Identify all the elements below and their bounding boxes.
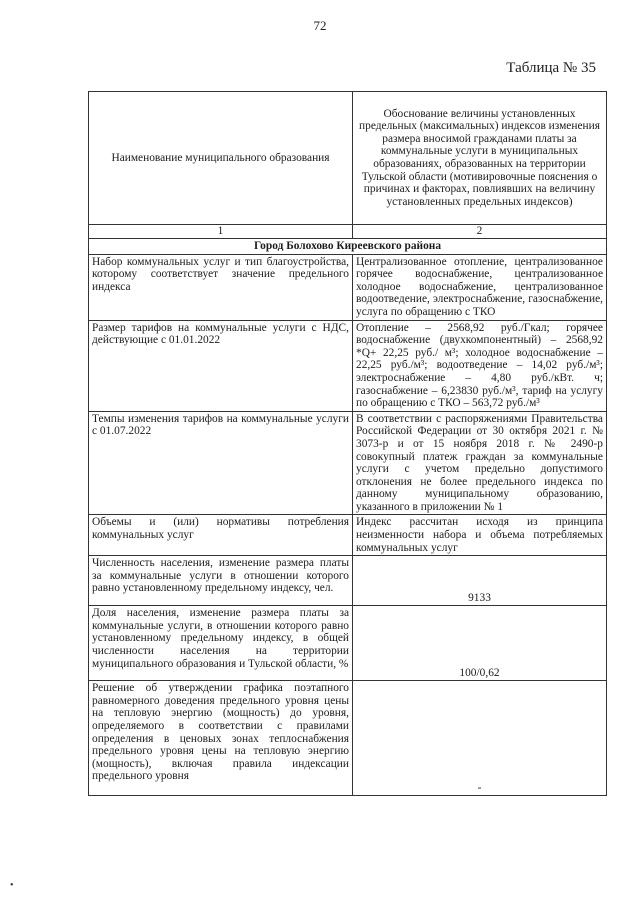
- table-row: [89, 606, 607, 681]
- row-label: Объемы и (или) нормативы потребления коммунальных услуг: [89, 515, 353, 556]
- section-row: [89, 239, 607, 255]
- justification-table: [88, 91, 607, 796]
- section-title: Город Болохово Киреевского района: [89, 239, 607, 255]
- row-value: -: [353, 681, 607, 796]
- row-value: 9133: [353, 556, 607, 606]
- table-row: [89, 411, 607, 515]
- row-value: Отопление – 2568,92 руб./Гкал; горячее водоснабжение (двухкомпонентный) – 2568,92 *Q+ 22,25 руб./ м³; холодное водоснабжение – 22,25 руб./м³; водоотведение – 14,02 руб./м³; электроснабжение – 4,80 руб./кВт. ч; газоснабжение – 6,23830 руб./м³, тариф на услугу по обращению с ТКО – 563,72 руб./м³: [353, 320, 607, 411]
- row-value: Индекс рассчитан исходя из принципа неизменности набора и объема потребляемых коммунальных услуг: [353, 515, 607, 556]
- row-label: Доля населения, изменение размера платы за коммунальные услуги, в отношении которого равно установленному предельному индексу, в общей численности населения на территории муниципального образования и Тульской области, %: [89, 606, 353, 681]
- scan-speck: •: [10, 880, 14, 891]
- row-label: Численность населения, изменение размера платы за коммунальные услуги в отношении которого равно установленному предельному индексу, чел.: [89, 556, 353, 606]
- header-justification: Обоснование величины установленных предельных (максимальных) индексов изменения размера вносимой гражданами платы за коммунальные услуги в муниципальных образованиях, образованных на территории Тульской области (мотивировочные пояснения о причинах и факторах, повлиявших на величину установленных предельных индексов): [353, 92, 607, 225]
- row-value: В соответствии с распоряжениями Правительства Российской Федерации от 30 октября 2021 г. № 3073-р и от 15 ноября 2018 г. № 2490-р совокупный платеж граждан за коммунальные услуги с учетом предельно допустимого отклонения не более предельного индекса по данному муниципальному образованию, указанного в приложении № 1: [353, 411, 607, 515]
- row-value: 100/0,62: [353, 606, 607, 681]
- table-label: Таблица № 35: [506, 60, 596, 76]
- row-label: Решение об утверждении графика поэтапного равномерного доведения предельного уровня цены на тепловую энергию (мощность) до уровня, определяемого в соответствии с правилами определения в ценовых зонах теплоснабжения предельного уровня цены на тепловую энергию (мощность), включая правила индексации предельного уровня: [89, 681, 353, 796]
- table-row: [89, 254, 607, 320]
- table-row: [89, 320, 607, 411]
- row-value: Централизованное отопление, централизованное горячее водоснабжение, централизованное холодное водоснабжение, централизованное водоотведение, электроснабжение, газоснабжение, услуга по обращению с ТКО: [353, 254, 607, 320]
- table-row: [89, 515, 607, 556]
- row-label: Темпы изменения тарифов на коммунальные услуги с 01.07.2022: [89, 411, 353, 515]
- row-label: Набор коммунальных услуг и тип благоустройства, которому соответствует значение предельного индекса: [89, 254, 353, 320]
- header-municipality: Наименование муниципального образования: [89, 92, 353, 225]
- column-number-2: 2: [353, 225, 607, 239]
- table-header-row: [89, 92, 607, 225]
- table-row: [89, 681, 607, 796]
- page-number: 72: [313, 18, 327, 33]
- table-row: [89, 556, 607, 606]
- column-number-row: [89, 225, 607, 239]
- column-number-1: 1: [89, 225, 353, 239]
- row-label: Размер тарифов на коммунальные услуги с НДС, действующие с 01.01.2022: [89, 320, 353, 411]
